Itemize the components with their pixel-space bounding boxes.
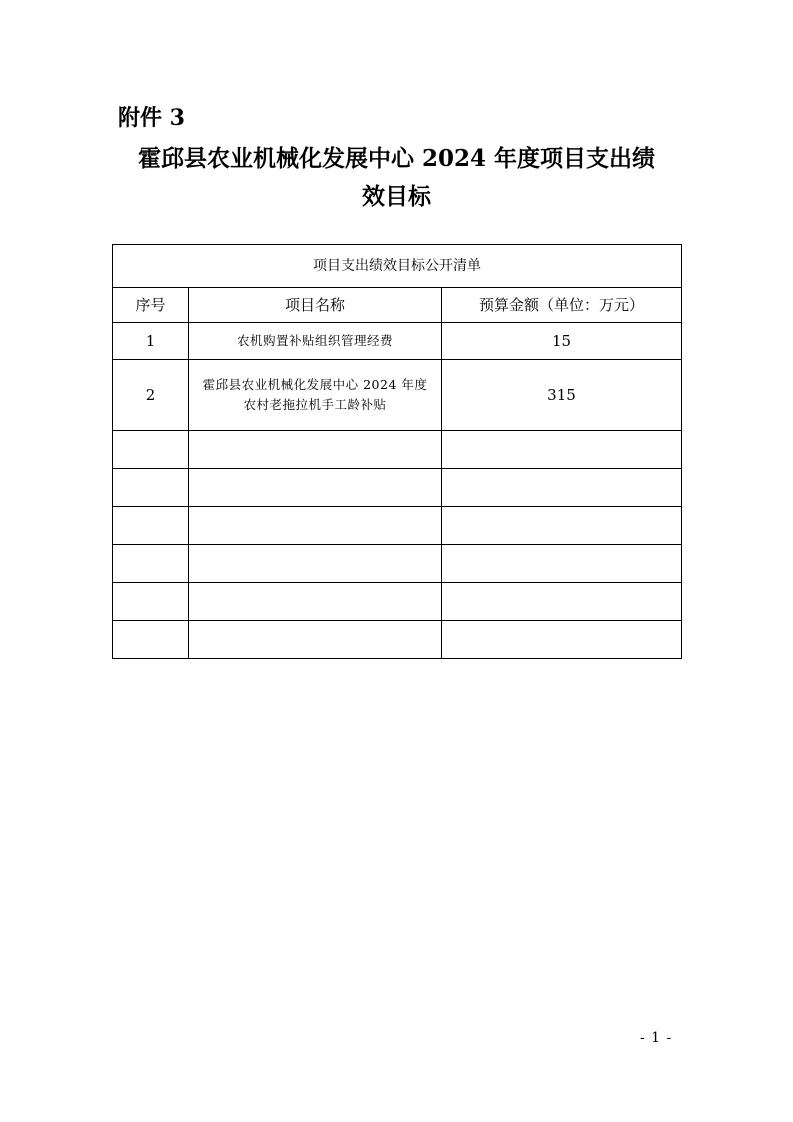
project-name-line: 霍邱县农业机械化发展中心 2024 年度 — [202, 377, 428, 392]
row-no: 1 — [113, 323, 189, 360]
empty-cell — [442, 545, 682, 583]
empty-cell — [113, 621, 189, 659]
row-budget-amount: 315 — [442, 360, 682, 431]
table-header-row — [113, 288, 682, 323]
empty-table-row — [113, 507, 682, 545]
row-budget-amount: 15 — [442, 323, 682, 360]
empty-table-row — [113, 583, 682, 621]
table-caption: 项目支出绩效目标公开清单 — [113, 245, 682, 288]
attachment-label: 附件 3 — [118, 105, 185, 131]
row-no: 2 — [113, 360, 189, 431]
empty-cell — [113, 583, 189, 621]
empty-cell — [442, 431, 682, 469]
row-project-name — [189, 323, 442, 360]
empty-cell — [442, 469, 682, 507]
empty-cell — [189, 431, 442, 469]
empty-cell — [442, 621, 682, 659]
empty-cell — [113, 545, 189, 583]
title-line-2: 效目标 — [362, 183, 431, 210]
performance-target-table — [112, 244, 682, 659]
empty-cell — [189, 469, 442, 507]
empty-table-row — [113, 621, 682, 659]
project-name-line: 农机购置补贴组织管理经费 — [236, 333, 393, 348]
empty-cell — [113, 469, 189, 507]
page-number: - 1 - — [640, 1030, 673, 1046]
empty-cell — [442, 507, 682, 545]
empty-cell — [189, 621, 442, 659]
table-row — [113, 323, 682, 360]
document-title — [100, 140, 693, 216]
empty-cell — [189, 583, 442, 621]
empty-table-row — [113, 469, 682, 507]
header-project-name: 项目名称 — [189, 288, 442, 323]
table-caption-row — [113, 245, 682, 288]
table-row — [113, 360, 682, 431]
empty-cell — [113, 431, 189, 469]
row-project-name — [189, 360, 442, 431]
empty-cell — [442, 583, 682, 621]
empty-table-row — [113, 545, 682, 583]
project-name-line: 农村老拖拉机手工龄补贴 — [243, 397, 387, 412]
title-line-1: 霍邱县农业机械化发展中心 2024 年度项目支出绩 — [137, 145, 656, 172]
header-budget-amount: 预算金额（单位：万元） — [442, 288, 682, 323]
empty-cell — [189, 545, 442, 583]
header-no: 序号 — [113, 288, 189, 323]
empty-table-row — [113, 431, 682, 469]
empty-cell — [113, 507, 189, 545]
empty-cell — [189, 507, 442, 545]
